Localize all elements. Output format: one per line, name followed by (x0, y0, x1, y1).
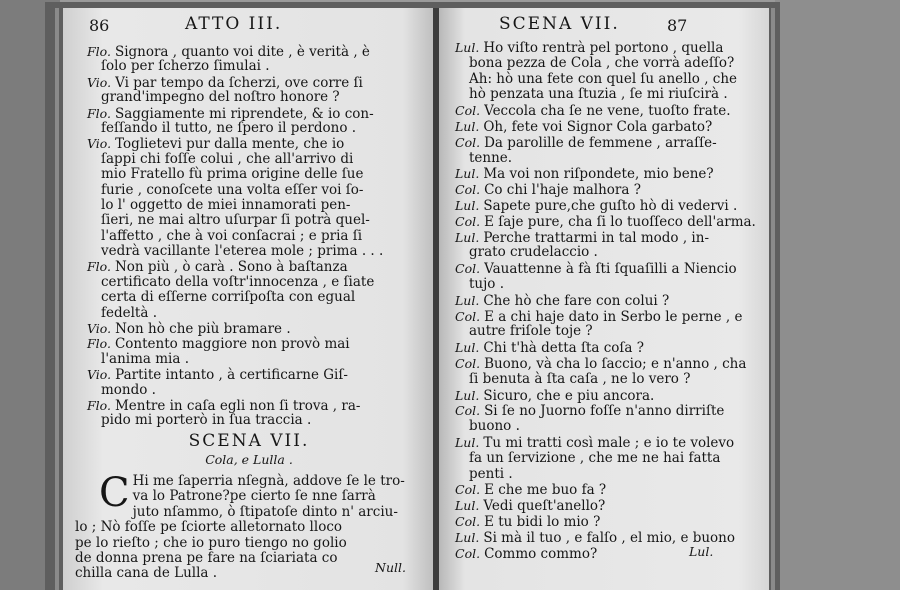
line-text: l'affetto , che à voi conſacrai ; e pria ſi (101, 227, 363, 244)
speaker-name: Col. (455, 103, 481, 119)
speaker-name: Vio. (87, 136, 112, 152)
text-line (455, 514, 756, 530)
dialect-line: de donna prena pe fare na ſciariata co (75, 549, 338, 566)
line-text: buono . (469, 418, 520, 435)
dialect-line: va lo Patrone?pe cierto ſe nne ſarrà (132, 488, 376, 505)
line-text: grand'impegno del noſtro honore ? (101, 89, 340, 106)
background-right (775, 0, 900, 590)
line-text: Partite intanto , à certificarne Giſ- (115, 367, 348, 384)
scene-heading-block (63, 431, 435, 467)
line-text: Contento maggiore non provò mai (114, 336, 350, 353)
text-line (87, 106, 383, 121)
right-text-block (455, 40, 756, 561)
line-text: Vedi queſt'anello? (483, 498, 606, 515)
line-text: penti . (469, 465, 513, 482)
text-line (455, 135, 756, 151)
text-line (87, 59, 383, 74)
line-text: E che me buo fa ? (484, 482, 607, 499)
speaker-name: Flo. (87, 105, 111, 121)
dialect-line: chilla cana de Lulla . (75, 565, 218, 582)
text-line (455, 72, 756, 88)
right-running-head: SCENA VII. (499, 14, 620, 34)
text-line (455, 87, 756, 103)
line-text: autre friſole toje ? (469, 323, 593, 340)
line-text: Commo commo? (484, 545, 598, 562)
line-text: bona pezza de Cola , che vorrà adeſſo? (469, 54, 735, 71)
text-line (455, 435, 756, 451)
line-text: E tu bidi lo mio ? (484, 513, 601, 530)
line-text: Saggiamente mi riprendete, & io con- (114, 105, 374, 122)
speaker-name: Lul. (455, 40, 480, 55)
text-line (455, 340, 756, 356)
text-line (87, 75, 383, 90)
line-text: lo l' oggetto de miei innamorati pen- (101, 196, 351, 213)
speaker-name: Lul. (455, 166, 480, 182)
text-line (455, 403, 756, 419)
speaker-name: Vio. (87, 74, 112, 90)
left-page-number: 86 (89, 16, 110, 35)
text-line (87, 90, 383, 105)
left-catchword: Null. (375, 560, 406, 575)
text-line (455, 103, 756, 119)
right-catchword: Lul. (689, 544, 714, 559)
text-line (87, 198, 383, 213)
line-text: Ma voi non riſpondete, mio bene? (483, 166, 714, 183)
line-text: Ho viſto rentrà pel portono , quella (483, 40, 724, 56)
line-text: Si ſe no Juorno foſſe n'anno dirriſte (484, 403, 725, 420)
line-text: ſappi chi foſſe colui , che all'arrivo di (101, 150, 354, 167)
line-text: ſolo per ſcherzo ſimulai . (101, 58, 270, 75)
text-line (87, 275, 383, 290)
text-line (87, 290, 383, 305)
text-line (87, 244, 383, 259)
text-line (455, 498, 756, 514)
open-book (45, 2, 780, 590)
text-line (455, 309, 756, 325)
line-text: tujo . (469, 275, 505, 292)
text-line (455, 451, 756, 467)
speaker-name: Col. (455, 403, 481, 419)
left-text-block (87, 44, 383, 429)
speaker-name: Lul. (455, 529, 480, 545)
text-line (455, 293, 756, 309)
line-text: mondo . (101, 381, 156, 398)
text-line (455, 245, 756, 261)
line-text: ſi benuta à ſta caſa , ne lo vero ? (469, 370, 691, 387)
line-text: Chi t'hà detta ſta coſa ? (483, 340, 644, 357)
line-text: E ſaje pure, cha ſi lo tuoſſeco dell'arma. (484, 213, 756, 230)
right-page-number: 87 (667, 16, 688, 35)
line-text: E a chi haje dato in Serbo le perne , e (484, 308, 743, 325)
text-line (87, 367, 383, 382)
text-line (455, 56, 756, 72)
text-line (455, 277, 756, 293)
dialect-line: Hi me ſaperria nſegnà, addove ſe le tro- (132, 473, 405, 489)
speaker-name: Flo. (87, 336, 111, 352)
line-text: Da parolille de femmene , arraſſe- (484, 134, 717, 151)
text-line (87, 183, 383, 198)
text-line (87, 413, 383, 428)
line-text: Vi par tempo da ſcherzi, ove corre ſi (115, 74, 363, 91)
speaker-name: Col. (455, 213, 481, 229)
speaker-name: Col. (455, 134, 481, 150)
dialect-line: pe lo rieſto ; che io puro tiengo no golio (75, 534, 347, 551)
speaker-name: Lul. (455, 340, 480, 356)
text-line (455, 214, 756, 230)
speaker-name: Col. (455, 513, 481, 529)
text-line (455, 372, 756, 388)
speaker-name: Lul. (455, 292, 480, 308)
speaker-name: Lul. (455, 197, 480, 213)
speaker-name: Lul. (455, 387, 480, 403)
speaker-name: Lul. (455, 434, 480, 450)
speaker-name: Flo. (87, 397, 111, 413)
line-text: Toglietevi pur dalla mente, che io (115, 136, 345, 153)
line-text: pido mi porterò in ſua traccia . (101, 412, 312, 429)
text-line (455, 388, 756, 404)
line-text: grato crudelaccio . (469, 244, 598, 261)
line-text: Sapete pure,che guſto hò di vedervi . (483, 197, 738, 214)
drop-cap: C (99, 470, 130, 516)
text-line (455, 356, 756, 372)
speaker-name: Flo. (87, 259, 111, 275)
text-line (87, 352, 383, 367)
left-page (63, 8, 435, 590)
line-text: Buono, và cha lo ſaccio; e n'anno , cha (484, 355, 747, 372)
line-text: tenne. (469, 149, 513, 166)
speaker-name: Col. (455, 182, 481, 198)
text-line (455, 230, 756, 246)
line-text: hò penzata una ſtuzia , ſe mi riuſcirà . (469, 86, 728, 103)
text-line (87, 152, 383, 167)
line-text: Sicuro, che e piu ancora. (483, 387, 655, 404)
line-text: Non più , ò carà . Sono à baſtanza (114, 259, 348, 276)
dialect-line: juto nſammo, ò ſtipatoſe dinto n' arciu- (132, 503, 398, 520)
line-text: Mentre in caſa egli non ſi trova , ra- (114, 397, 361, 414)
line-text: Veccola cha ſe ne vene, tuoſto frate. (484, 103, 731, 120)
left-running-head: ATTO III. (185, 14, 283, 34)
line-text: Tu mi tratti così male ; e io te volevo (483, 434, 735, 451)
line-text: Ah: hò una fete con quel ſu anello , che (469, 70, 738, 87)
text-line (87, 306, 383, 321)
speaker-name: Col. (455, 355, 481, 371)
text-line (455, 182, 756, 198)
line-text: certa di eſſerne corriſpoſta con egual (101, 289, 356, 306)
line-text: certificato della voſtr'innocenza , e ſiate (101, 273, 375, 290)
text-line (87, 136, 383, 151)
line-text: Signora , quanto voi dite , è verità , è (114, 44, 370, 60)
text-line (455, 198, 756, 214)
speaker-name: Col. (455, 308, 481, 324)
text-line (455, 419, 756, 435)
line-text: fa un ſervizione , che me ne hai fatta (469, 449, 721, 466)
page-edges-right (771, 8, 775, 590)
speaker-name: Vio. (87, 367, 112, 383)
speaker-name: Lul. (455, 229, 480, 245)
text-line (87, 336, 383, 351)
line-text: Perche trattarmi in tal modo , in- (483, 229, 710, 246)
text-line (455, 40, 756, 56)
line-text: mio Fratello fù prima origine delle ſue (101, 166, 364, 183)
text-line (455, 482, 756, 498)
page-edges-left (55, 8, 59, 590)
line-text: ſieri, ne mai altro uſurpar ſi potrà quel- (101, 212, 370, 229)
speaker-name: Col. (455, 482, 481, 498)
speaker-name: Vio. (87, 321, 112, 337)
text-line (87, 44, 383, 59)
speaker-name: Flo. (87, 44, 111, 59)
line-text: Co chi l'haje malhora ? (484, 182, 641, 199)
text-line (87, 383, 383, 398)
scene-title: SCENA VII. (188, 431, 310, 451)
text-line (455, 166, 756, 182)
speaker-name: Lul. (455, 498, 480, 514)
dialect-line: lo ; Nò foſſe pe ſciorte alletornato lloco (75, 519, 343, 536)
text-line (87, 259, 383, 274)
line-text: fedeltà . (101, 304, 157, 321)
speaker-name: Col. (455, 261, 481, 277)
scene-characters: Cola, e Lulla . (205, 452, 293, 467)
speaker-name: Lul. (455, 118, 480, 134)
line-text: Che hò che fare con colui ? (483, 292, 670, 309)
text-line (87, 213, 383, 228)
text-line (455, 119, 756, 135)
text-line (87, 398, 383, 413)
line-text: Si mà il tuo , e falſo , el mio, e buono (483, 529, 736, 546)
speaker-name: Col. (455, 545, 481, 561)
line-text: vedrà vacillante l'eterea mole ; prima . . . (101, 243, 384, 260)
line-text: Non hò che più bramare . (115, 321, 291, 338)
text-line (87, 167, 383, 182)
line-text: furie , conoſcete una volta eſſer voi ſo- (101, 181, 364, 198)
text-line (87, 229, 383, 244)
line-text: l'anima mia . (101, 350, 189, 367)
line-text: Oh, fete voi Signor Cola garbato? (483, 118, 713, 135)
text-line (455, 261, 756, 277)
text-line (87, 121, 383, 136)
right-page (439, 8, 769, 590)
text-line (455, 324, 756, 340)
text-line (455, 467, 756, 483)
text-line (455, 151, 756, 167)
line-text: feſſando il tutto, ne ſpero il perdono . (101, 119, 357, 136)
line-text: Vauattenne à fà ſti ſquaſilli a Niencio (484, 261, 737, 278)
text-line (87, 321, 383, 336)
